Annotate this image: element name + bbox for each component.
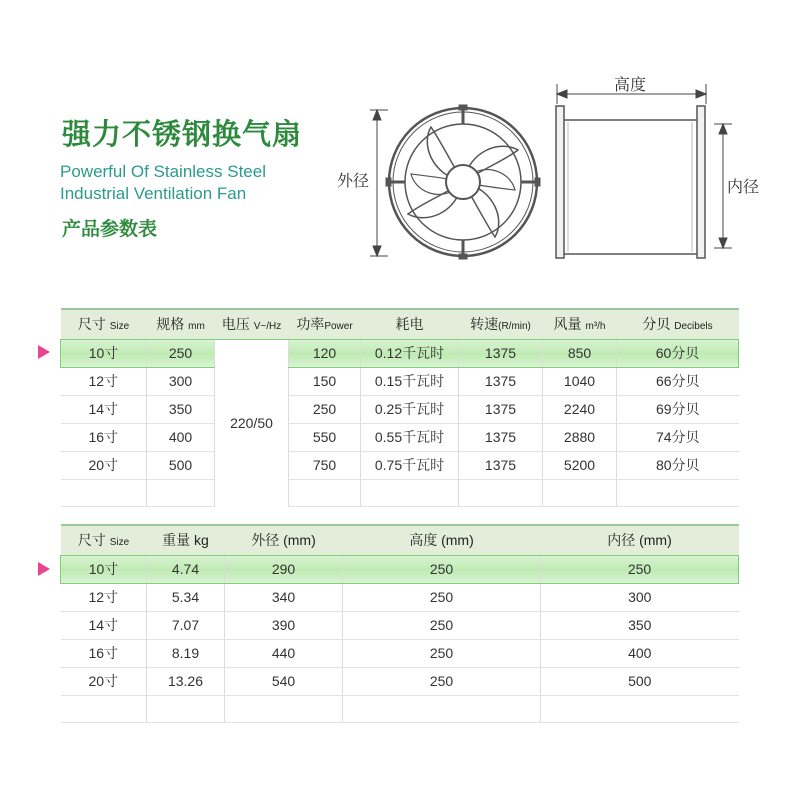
cell-height: 250 [343, 555, 541, 583]
highlight-arrow-icon [38, 562, 50, 576]
header-height: 高度 (mm) [343, 525, 541, 555]
cell-size: 12寸 [61, 367, 147, 395]
cell-outer: 390 [225, 611, 343, 639]
cell-spec: 400 [147, 423, 215, 451]
cell-power: 550 [289, 423, 361, 451]
cell-size: 10寸 [61, 339, 147, 367]
cell-outer: 440 [225, 639, 343, 667]
cell-inner: 300 [541, 583, 739, 611]
cell-power: 120 [289, 339, 361, 367]
cell-size: 12寸 [61, 583, 147, 611]
table-row [61, 611, 739, 639]
cell-speed: 1375 [459, 339, 543, 367]
cell-consumption: 0.55千瓦时 [361, 423, 459, 451]
outer-diameter-label: 外径 [337, 171, 370, 190]
cell-spec: 350 [147, 395, 215, 423]
cell-size: 16寸 [61, 423, 147, 451]
cell-weight: 8.19 [147, 639, 225, 667]
cell-airflow: 2240 [543, 395, 617, 423]
table-row [61, 367, 739, 395]
params-title: 产品参数表 [62, 218, 158, 240]
cell-power: 750 [289, 451, 361, 479]
cell-speed: 1375 [459, 395, 543, 423]
cell-outer: 290 [225, 555, 343, 583]
table-row [61, 667, 739, 695]
cell-consumption: 0.12千瓦时 [361, 339, 459, 367]
cell-airflow: 2880 [543, 423, 617, 451]
cell-weight: 7.07 [147, 611, 225, 639]
cell-airflow: 850 [543, 339, 617, 367]
cell-decibel: 60分贝 [617, 339, 739, 367]
header-spec: 规格 mm [147, 309, 215, 339]
header-speed: 转速(R/min) [459, 309, 543, 339]
cell-inner: 500 [541, 667, 739, 695]
cell-inner: 350 [541, 611, 739, 639]
cell-decibel: 80分贝 [617, 451, 739, 479]
cell-decibel: 69分贝 [617, 395, 739, 423]
cell-inner: 400 [541, 639, 739, 667]
header-consumption: 耗电 [361, 309, 459, 339]
cell-decibel: 74分贝 [617, 423, 739, 451]
fan-side-view [556, 106, 705, 258]
dimensions-table [60, 524, 739, 723]
cell-size: 14寸 [61, 611, 147, 639]
inner-diameter-label: 内径 [727, 177, 760, 196]
page-title: 强力不锈钢换气扇 [62, 117, 303, 151]
cell-inner: 250 [541, 555, 739, 583]
table-row [61, 583, 739, 611]
header-outer-diameter: 外径 (mm) [225, 525, 343, 555]
cell-height: 250 [343, 583, 541, 611]
header-voltage: 电压 V~/Hz [215, 309, 289, 339]
cell-spec: 500 [147, 451, 215, 479]
outer-diameter-dimension [370, 110, 388, 256]
cell-size: 20寸 [61, 451, 147, 479]
table-header-row [61, 525, 739, 555]
cell-voltage: 220/50 [215, 339, 289, 506]
cell-power: 150 [289, 367, 361, 395]
fan-front-view [386, 105, 540, 259]
header-inner-diameter: 内径 (mm) [541, 525, 739, 555]
highlight-arrow-icon [38, 345, 50, 359]
header-weight: 重量 kg [147, 525, 225, 555]
cell-airflow: 1040 [543, 367, 617, 395]
table-header-row [61, 309, 739, 339]
cell-size: 16寸 [61, 639, 147, 667]
table-row-empty [61, 695, 739, 722]
table-row [61, 423, 739, 451]
height-label: 高度 [614, 75, 647, 94]
cell-consumption: 0.75千瓦时 [361, 451, 459, 479]
header-airflow: 风量 m³/h [543, 309, 617, 339]
cell-size: 20寸 [61, 667, 147, 695]
cell-outer: 340 [225, 583, 343, 611]
performance-table [60, 308, 739, 507]
table-row-highlighted [61, 555, 739, 583]
header-power: 功率Power [289, 309, 361, 339]
cell-decibel: 66分贝 [617, 367, 739, 395]
cell-height: 250 [343, 639, 541, 667]
cell-speed: 1375 [459, 451, 543, 479]
cell-weight: 4.74 [147, 555, 225, 583]
fan-diagram [0, 0, 800, 300]
subtitle-line-2: Industrial Ventilation Fan [60, 184, 247, 203]
cell-size: 10寸 [61, 555, 147, 583]
cell-airflow: 5200 [543, 451, 617, 479]
table-row [61, 639, 739, 667]
cell-size: 14寸 [61, 395, 147, 423]
cell-power: 250 [289, 395, 361, 423]
cell-weight: 5.34 [147, 583, 225, 611]
header-size: 尺寸 Size [61, 309, 147, 339]
cell-height: 250 [343, 667, 541, 695]
cell-speed: 1375 [459, 423, 543, 451]
header-decibel: 分贝 Decibels [617, 309, 739, 339]
cell-spec: 300 [147, 367, 215, 395]
subtitle-line-1: Powerful Of Stainless Steel [60, 162, 266, 181]
cell-consumption: 0.25千瓦时 [361, 395, 459, 423]
cell-spec: 250 [147, 339, 215, 367]
table-row [61, 451, 739, 479]
cell-speed: 1375 [459, 367, 543, 395]
table-row [61, 395, 739, 423]
table-row-empty [61, 479, 739, 506]
table-row-highlighted [61, 339, 739, 367]
cell-weight: 13.26 [147, 667, 225, 695]
cell-outer: 540 [225, 667, 343, 695]
cell-height: 250 [343, 611, 541, 639]
cell-consumption: 0.15千瓦时 [361, 367, 459, 395]
header-size: 尺寸 Size [61, 525, 147, 555]
